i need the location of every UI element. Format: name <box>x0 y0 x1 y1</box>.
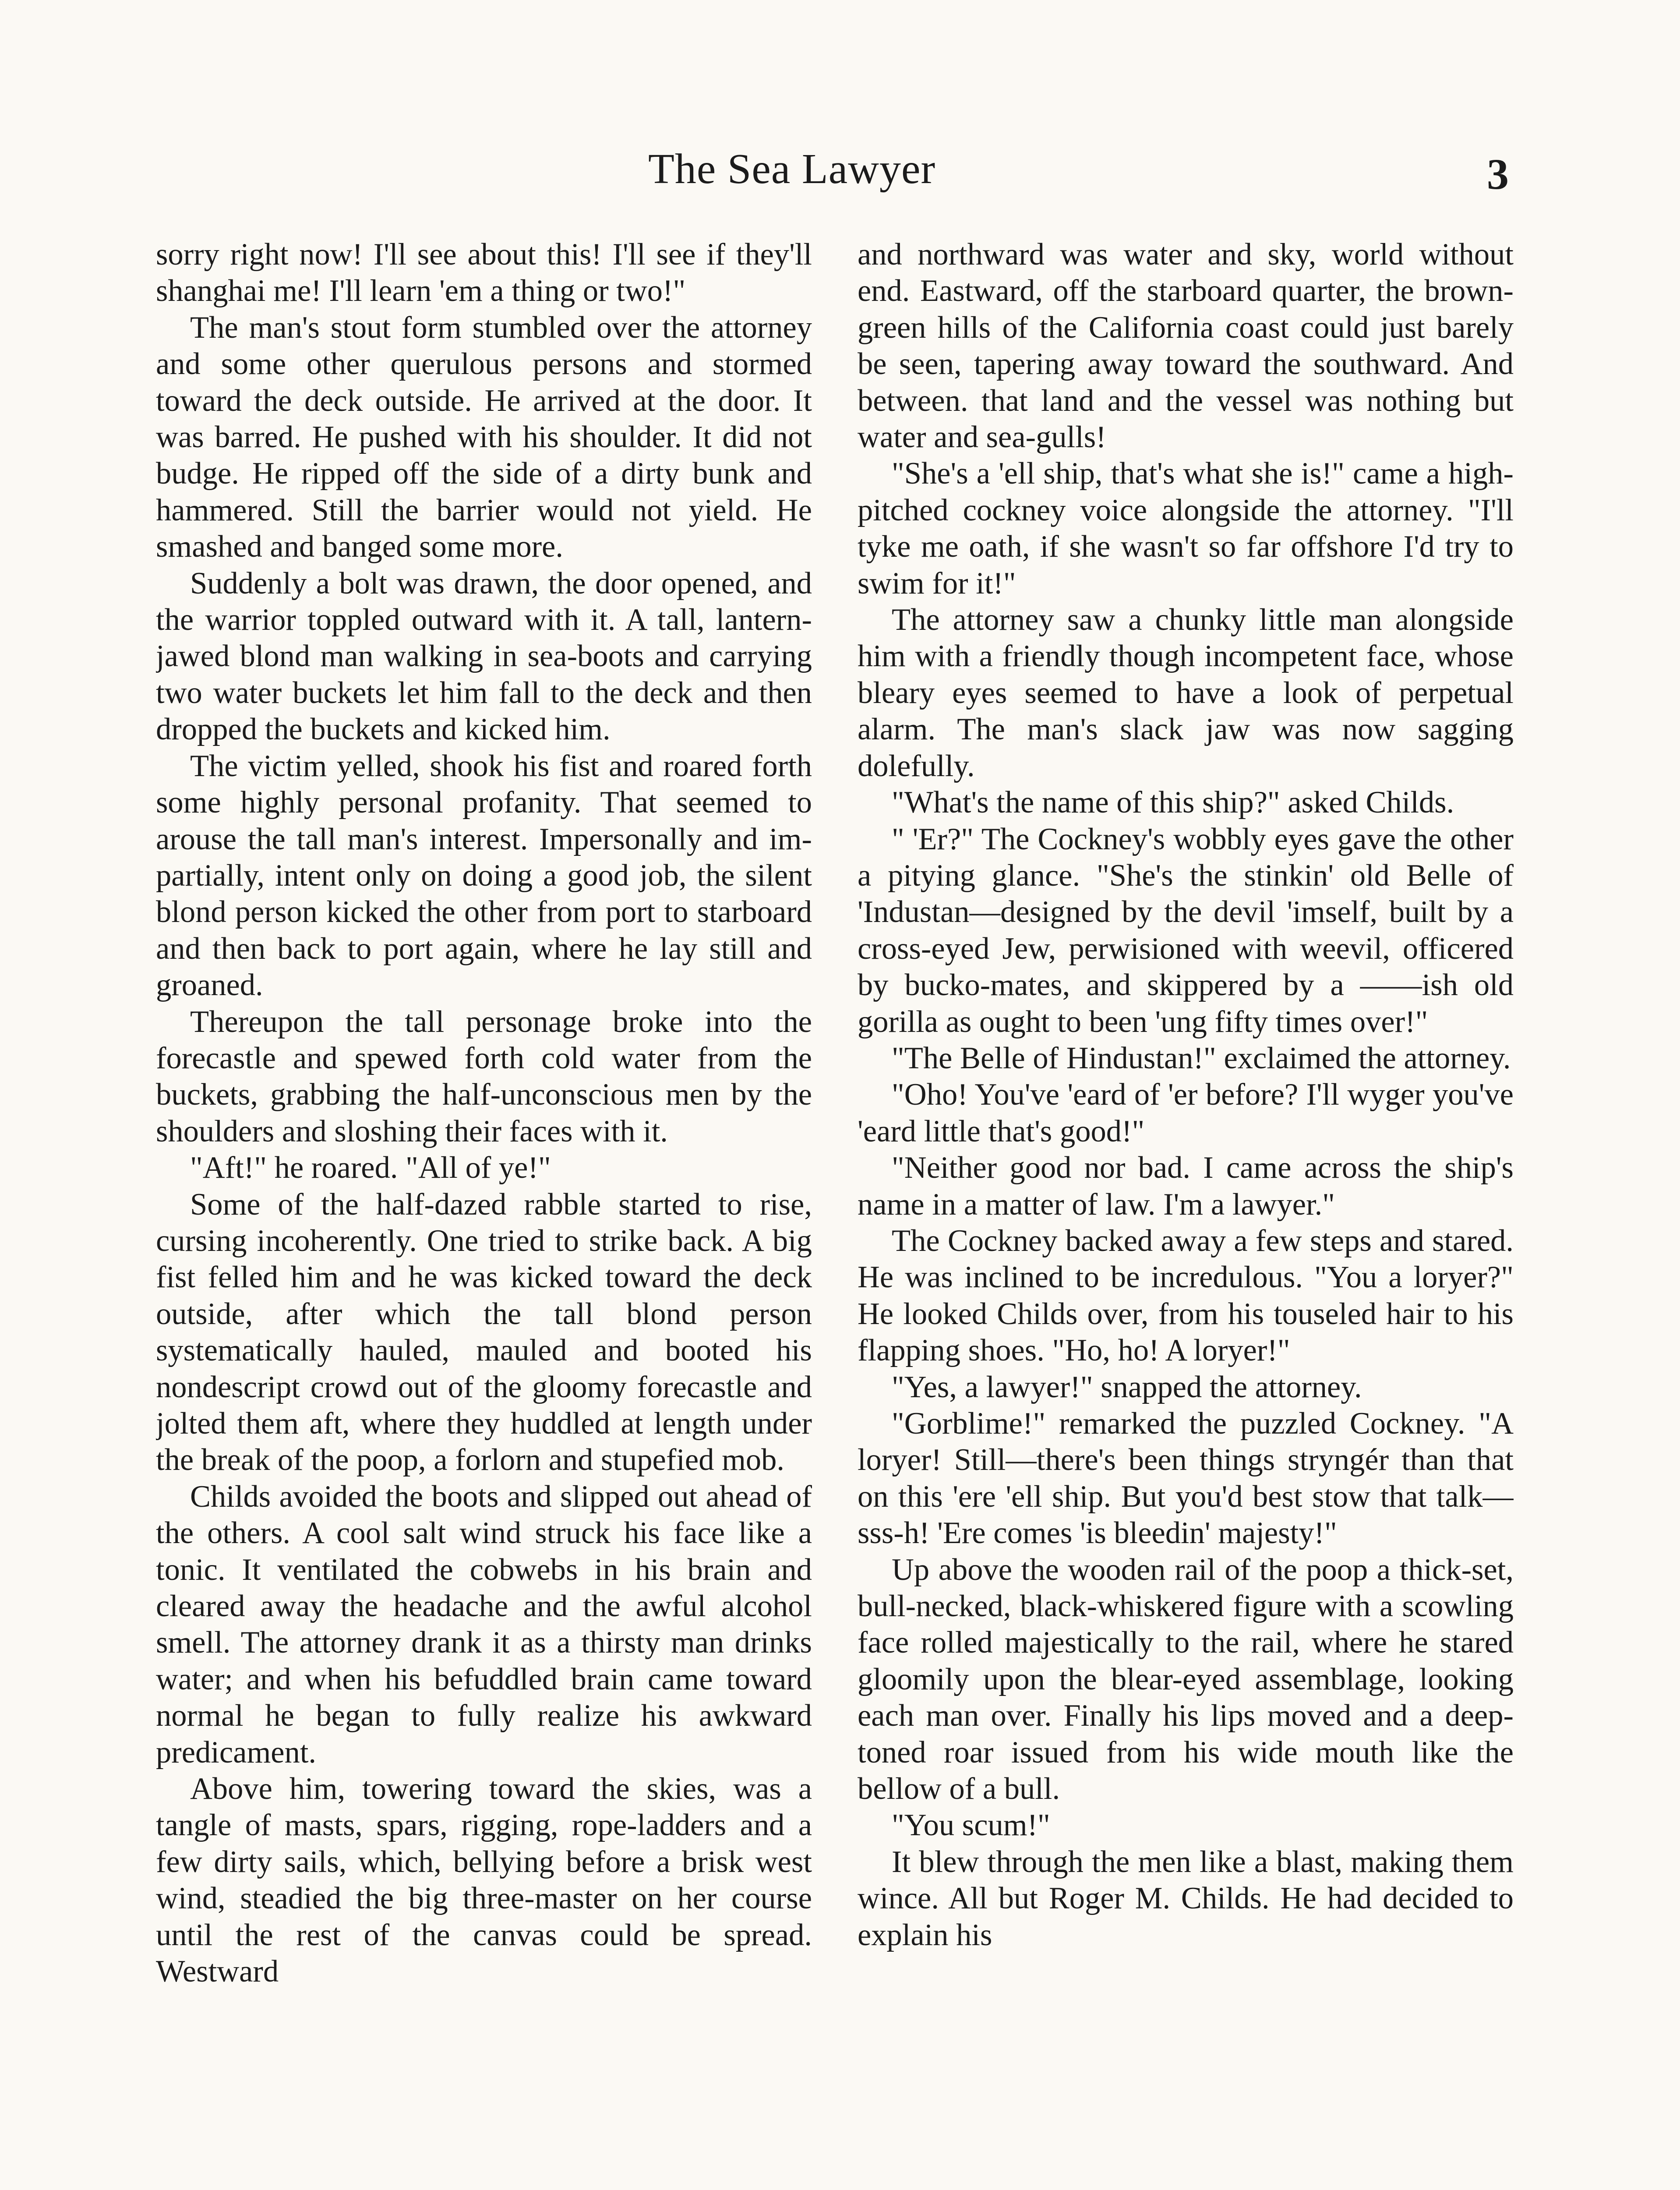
paragraph: Childs avoided the boots and slipped out ahead of the others. A cool salt wind struck his face like a tonic. It ventilated the cobwebs in his brain and cleared away the headache and the awful alcohol smell. The attorney drank it as a thirsty man drinks water; and when his befuddled brain came toward normal he began to fully realize his awkward predicament. <box>156 1479 812 1770</box>
paragraph: Above him, towering toward the skies, was a tangle of masts, spars, rigging, rope-ladders and a few dirty sails, which, bellying before a brisk west wind, steadied the big three-master on her course until the rest of the canvas could be spread. Westward <box>156 1772 812 1989</box>
paragraph: " 'Er?" The Cockney's wobbly eyes gave the other a pitying glance. "She's the stinkin' old Belle of 'Industan—designed by the devil 'imself, built by a cross-eyed Jew, perwisioned with weevil, officered by bucko-mates, and skippered by a ——ish old gorilla as ought to been 'ung fifty times over!" <box>858 822 1514 1039</box>
text-column-right <box>858 237 1514 2190</box>
paragraph: sorry right now! I'll see about this! I'll see if they'll shanghai me! I'll learn 'em a thing or two!" <box>156 237 812 308</box>
page-header <box>0 131 1680 219</box>
page-number: 3 <box>1487 150 1509 198</box>
paragraph: The man's stout form stumbled over the attorney and some other querulous persons and stormed toward the deck outside. He arrived at the door. It was barred. He pushed with his shoulder. It did not budge. He ripped off the side of a dirty bunk and hammered. Still the barrier would not yield. He smashed and banged some more. <box>156 310 812 564</box>
paragraph: "The Belle of Hindustan!" exclaimed the attorney. <box>892 1041 1511 1075</box>
paragraph: "Yes, a lawyer!" snapped the attorney. <box>892 1370 1362 1404</box>
paragraph: Thereupon the tall personage broke into the forecastle and spewed forth cold water from the buckets, grabbing the half-unconscious men by the shoulders and sloshing their faces with it. <box>156 1004 812 1148</box>
paragraph: "Gorblime!" remarked the puzzled Cockney. "A loryer! Still—there's been things stryngér than that on this 'ere 'ell ship. But you'd best stow that talk—sss-h! 'Ere comes 'is bleedin' majesty!" <box>858 1406 1514 1551</box>
paragraph: It blew through the men like a blast, making them wince. All but Roger M. Childs. He had decided to explain his <box>858 1844 1514 1952</box>
paragraph: "You scum!" <box>892 1808 1050 1843</box>
paragraph: The Cockney backed away a few steps and stared. He was inclined to be incredulous. "You a loryer?" He looked Childs over, from his touseled hair to his flapping shoes. "Ho, ho! A loryer!" <box>858 1223 1514 1368</box>
running-title: The Sea Lawyer <box>648 145 936 193</box>
paragraph: "Oho! You've 'eard of 'er before? I'll wyger you've 'eard little that's good!" <box>858 1077 1514 1148</box>
paragraph: The victim yelled, shook his fist and roared forth some highly personal profanity. That seemed to arouse the tall man's interest. Impersonally and impartially, intent only on doing a good job, the silent blond person kicked the other from port to starboard and then back to port again, where he lay still and groaned. <box>156 749 812 1003</box>
text-column-left <box>156 237 812 2190</box>
paragraph: Up above the wooden rail of the poop a thick-set, bull-necked, black-whiskered figure with a scowling face rolled majestically to the rail, where he stared gloomily upon the blear-eyed assemblage, looking each man over. Finally his lips moved and a deep-toned roar issued from his wide mouth like the bellow of a bull. <box>858 1552 1514 1806</box>
paragraph: Some of the half-dazed rabble started to rise, cursing incoherently. One tried to strike back. A big fist felled him and he was kicked toward the deck outside, after which the tall blond person systematically hauled, mauled and booted his nondescript crowd out of the gloomy forecastle and jolted them aft, where they huddled at length under the break of the poop, a forlorn and stupefied mob. <box>156 1187 812 1477</box>
paragraph: "Aft!" he roared. "All of ye!" <box>190 1151 551 1185</box>
paragraph: and northward was water and sky, world without end. Eastward, off the starboard quarter, the brown-green hills of the California coast could just barely be seen, tapering away toward the southward. And between. that land and the vessel was nothing but water and sea-gulls! <box>858 237 1514 455</box>
paragraph: Suddenly a bolt was drawn, the door opened, and the warrior toppled outward with it. A tall, lantern-jawed blond man walking in sea-boots and carrying two water buckets let him fall to the deck and then dropped the buckets and kicked him. <box>156 566 812 747</box>
paragraph: "Neither good nor bad. I came across the ship's name in a matter of law. I'm a lawyer." <box>858 1151 1514 1222</box>
paragraph: "She's a 'ell ship, that's what she is!" came a high-pitched cockney voice alongside the attorney. "I'll tyke me oath, if she wasn't so far offshore I'd try to swim for it!" <box>858 456 1514 600</box>
paragraph: The attorney saw a chunky little man alongside him with a friendly though incompetent face, whose bleary eyes seemed to have a look of perpetual alarm. The man's slack jaw was now sagging dolefully. <box>858 603 1514 783</box>
paragraph: "What's the name of this ship?" asked Childs. <box>892 785 1454 820</box>
